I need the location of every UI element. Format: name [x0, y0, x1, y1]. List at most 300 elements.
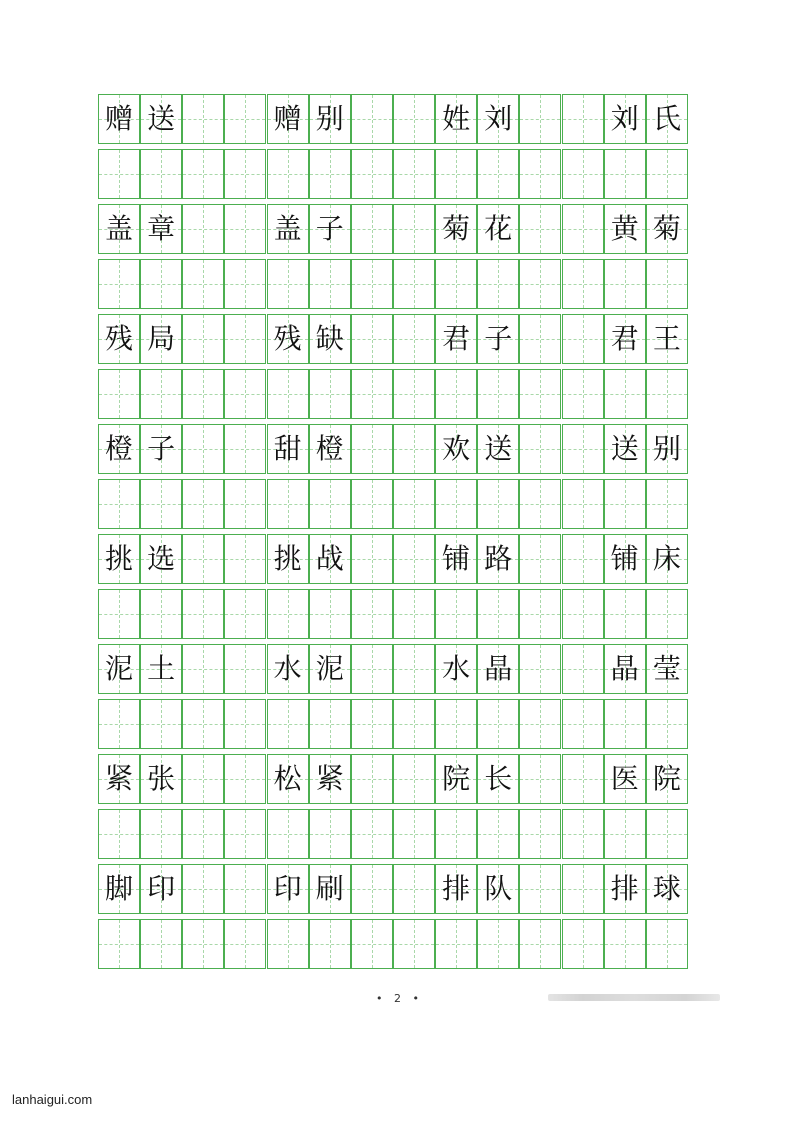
hanzi-character: 土 [147, 652, 176, 685]
hanzi-character [520, 425, 560, 473]
tianzige-cell [519, 809, 561, 859]
tianzige-cell [351, 259, 393, 309]
hanzi-character [563, 920, 603, 968]
hanzi-character [183, 315, 223, 363]
tianzige-cell [435, 644, 477, 694]
tianzige-cell [646, 259, 688, 309]
hanzi-character: 泥 [315, 652, 344, 685]
hanzi-character [563, 590, 603, 638]
tianzige-cell [604, 589, 646, 639]
hanzi-character [436, 480, 476, 528]
hanzi-character [563, 645, 603, 693]
tianzige-cell [604, 809, 646, 859]
tianzige-cell [224, 864, 266, 914]
hanzi-character: 子 [484, 322, 513, 355]
tianzige-cell [267, 589, 309, 639]
hanzi-character [310, 370, 350, 418]
hanzi-character [183, 150, 223, 198]
hanzi-character [478, 260, 518, 308]
hanzi-character: 队 [484, 872, 513, 905]
tianzige-cell [393, 424, 435, 474]
hanzi-character [520, 865, 560, 913]
hanzi-character [605, 700, 645, 748]
tianzige-cell [646, 204, 688, 254]
tianzige-cell [562, 259, 604, 309]
tianzige-cell [519, 204, 561, 254]
hanzi-character [183, 370, 223, 418]
tianzige-cell [646, 314, 688, 364]
hanzi-character: 医 [610, 762, 639, 795]
tianzige-cell [604, 479, 646, 529]
tianzige-cell [182, 534, 224, 584]
hanzi-character [520, 95, 560, 143]
hanzi-character [563, 865, 603, 913]
tianzige-cell [519, 314, 561, 364]
hanzi-character [563, 315, 603, 363]
hanzi-character [647, 150, 687, 198]
hanzi-character [99, 480, 139, 528]
hanzi-character [436, 920, 476, 968]
hanzi-character: 送 [610, 432, 639, 465]
tianzige-cell [604, 754, 646, 804]
tianzige-cell [351, 94, 393, 144]
hanzi-character [183, 700, 223, 748]
hanzi-character [394, 755, 434, 803]
tianzige-cell [140, 149, 182, 199]
hanzi-character: 残 [273, 322, 302, 355]
hanzi-character [225, 260, 265, 308]
tianzige-cell [140, 479, 182, 529]
tianzige-cell [140, 809, 182, 859]
hanzi-character [520, 480, 560, 528]
hanzi-character [478, 810, 518, 858]
hanzi-character [225, 755, 265, 803]
character-row [98, 534, 688, 584]
hanzi-character [394, 810, 434, 858]
tianzige-cell [646, 479, 688, 529]
tianzige-cell [182, 369, 224, 419]
tianzige-cell [351, 809, 393, 859]
hanzi-character [436, 590, 476, 638]
tianzige-cell [98, 699, 140, 749]
hanzi-character [99, 810, 139, 858]
hanzi-character [563, 95, 603, 143]
hanzi-character: 脚 [105, 872, 134, 905]
tianzige-cell [182, 424, 224, 474]
hanzi-character [436, 150, 476, 198]
tianzige-cell [519, 149, 561, 199]
tianzige-cell [182, 699, 224, 749]
hanzi-character: 刷 [315, 872, 344, 905]
hanzi-character: 盖 [273, 212, 302, 245]
tianzige-cell [519, 754, 561, 804]
tianzige-cell [182, 919, 224, 969]
tianzige-cell [477, 864, 519, 914]
hanzi-character [352, 865, 392, 913]
tianzige-cell [562, 149, 604, 199]
hanzi-character: 莹 [652, 652, 681, 685]
tianzige-cell [98, 754, 140, 804]
hanzi-character: 院 [652, 762, 681, 795]
blank-practice-row [98, 589, 688, 639]
hanzi-character [352, 95, 392, 143]
hanzi-character: 君 [442, 322, 471, 355]
tianzige-cell [351, 699, 393, 749]
tianzige-cell [224, 699, 266, 749]
hanzi-character [99, 370, 139, 418]
hanzi-character [352, 315, 392, 363]
hanzi-character: 橙 [315, 432, 344, 465]
tianzige-cell [562, 534, 604, 584]
tianzige-cell [562, 919, 604, 969]
tianzige-cell [477, 534, 519, 584]
hanzi-character: 路 [484, 542, 513, 575]
hanzi-character [183, 205, 223, 253]
tianzige-cell [351, 204, 393, 254]
tianzige-cell [435, 314, 477, 364]
hanzi-character [647, 590, 687, 638]
tianzige-cell [140, 699, 182, 749]
hanzi-character [99, 700, 139, 748]
hanzi-character [352, 755, 392, 803]
tianzige-cell [309, 479, 351, 529]
hanzi-character [310, 920, 350, 968]
tianzige-cell [562, 754, 604, 804]
tianzige-cell [519, 424, 561, 474]
hanzi-character [605, 590, 645, 638]
hanzi-character [605, 150, 645, 198]
hanzi-character [478, 590, 518, 638]
hanzi-character [310, 480, 350, 528]
hanzi-character [563, 150, 603, 198]
hanzi-character [563, 370, 603, 418]
tianzige-cell [267, 94, 309, 144]
tianzige-cell [224, 479, 266, 529]
tianzige-cell [224, 534, 266, 584]
tianzige-cell [562, 699, 604, 749]
tianzige-cell [309, 589, 351, 639]
tianzige-cell [224, 644, 266, 694]
hanzi-character [225, 590, 265, 638]
hanzi-character [352, 590, 392, 638]
tianzige-cell [351, 479, 393, 529]
hanzi-character [478, 920, 518, 968]
hanzi-character [183, 645, 223, 693]
tianzige-cell [519, 259, 561, 309]
tianzige-cell [604, 644, 646, 694]
tianzige-cell [435, 864, 477, 914]
tianzige-cell [224, 314, 266, 364]
hanzi-character [352, 645, 392, 693]
hanzi-character: 子 [147, 432, 176, 465]
hanzi-character: 晶 [484, 652, 513, 685]
hanzi-character: 王 [652, 322, 681, 355]
tianzige-cell [393, 589, 435, 639]
tianzige-cell [435, 94, 477, 144]
hanzi-character [563, 260, 603, 308]
hanzi-character: 排 [610, 872, 639, 905]
hanzi-character [520, 920, 560, 968]
tianzige-cell [351, 919, 393, 969]
tianzige-cell [182, 204, 224, 254]
hanzi-character: 战 [315, 542, 344, 575]
tianzige-cell [309, 314, 351, 364]
hanzi-character: 水 [273, 652, 302, 685]
hanzi-character [436, 810, 476, 858]
tianzige-cell [267, 204, 309, 254]
hanzi-character: 局 [147, 322, 176, 355]
character-row [98, 644, 688, 694]
tianzige-cell [435, 369, 477, 419]
hanzi-character: 球 [652, 872, 681, 905]
tianzige-cell [267, 864, 309, 914]
hanzi-character: 君 [610, 322, 639, 355]
tianzige-cell [98, 864, 140, 914]
blank-practice-row [98, 259, 688, 309]
tianzige-cell [477, 204, 519, 254]
tianzige-cell [182, 644, 224, 694]
tianzige-cell [98, 149, 140, 199]
hanzi-character: 花 [484, 212, 513, 245]
tianzige-cell [393, 919, 435, 969]
hanzi-character: 菊 [442, 212, 471, 245]
hanzi-character [225, 150, 265, 198]
hanzi-character [141, 480, 181, 528]
tianzige-cell [477, 644, 519, 694]
tianzige-cell [351, 149, 393, 199]
hanzi-character [225, 95, 265, 143]
hanzi-character: 晶 [610, 652, 639, 685]
hanzi-character [225, 315, 265, 363]
tianzige-cell [140, 314, 182, 364]
tianzige-cell [182, 259, 224, 309]
tianzige-cell [562, 644, 604, 694]
hanzi-character [563, 480, 603, 528]
hanzi-character [394, 535, 434, 583]
hanzi-character [647, 260, 687, 308]
tianzige-cell [604, 534, 646, 584]
tianzige-cell [140, 259, 182, 309]
blank-practice-row [98, 149, 688, 199]
hanzi-character [520, 370, 560, 418]
hanzi-character [520, 260, 560, 308]
tianzige-cell [224, 149, 266, 199]
tianzige-cell [182, 864, 224, 914]
character-row [98, 94, 688, 144]
hanzi-character [99, 590, 139, 638]
hanzi-character [605, 920, 645, 968]
tianzige-cell [477, 94, 519, 144]
hanzi-character [352, 205, 392, 253]
hanzi-character: 欢 [442, 432, 471, 465]
hanzi-character [352, 535, 392, 583]
hanzi-character: 别 [315, 102, 344, 135]
hanzi-character [268, 480, 308, 528]
hanzi-character: 送 [484, 432, 513, 465]
site-watermark: lanhaigui.com [12, 1092, 93, 1107]
tianzige-cell [435, 809, 477, 859]
tianzige-cell [435, 479, 477, 529]
hanzi-character: 甜 [273, 432, 302, 465]
tianzige-cell [646, 424, 688, 474]
character-row [98, 204, 688, 254]
tianzige-cell [98, 204, 140, 254]
hanzi-character: 送 [147, 102, 176, 135]
tianzige-cell [519, 699, 561, 749]
hanzi-character [352, 810, 392, 858]
tianzige-cell [309, 864, 351, 914]
hanzi-character: 子 [315, 212, 344, 245]
tianzige-cell [519, 919, 561, 969]
tianzige-cell [393, 204, 435, 254]
tianzige-cell [562, 479, 604, 529]
hanzi-character [310, 590, 350, 638]
hanzi-character [225, 370, 265, 418]
tianzige-cell [98, 919, 140, 969]
hanzi-character [520, 590, 560, 638]
hanzi-character [563, 205, 603, 253]
hanzi-character: 排 [442, 872, 471, 905]
tianzige-cell [562, 204, 604, 254]
hanzi-character [394, 865, 434, 913]
tianzige-cell [646, 589, 688, 639]
tianzige-cell [604, 919, 646, 969]
tianzige-cell [562, 864, 604, 914]
hanzi-character [225, 535, 265, 583]
tianzige-cell [351, 754, 393, 804]
hanzi-character [394, 480, 434, 528]
hanzi-character [141, 370, 181, 418]
hanzi-character: 挑 [273, 542, 302, 575]
hanzi-character: 紧 [315, 762, 344, 795]
hanzi-character [394, 425, 434, 473]
hanzi-character [183, 260, 223, 308]
hanzi-character: 残 [105, 322, 134, 355]
tianzige-cell [224, 94, 266, 144]
tianzige-cell [477, 369, 519, 419]
hanzi-character: 紧 [105, 762, 134, 795]
hanzi-character [141, 810, 181, 858]
tianzige-cell [98, 314, 140, 364]
tianzige-cell [435, 534, 477, 584]
tianzige-cell [519, 534, 561, 584]
hanzi-character [225, 810, 265, 858]
character-row [98, 864, 688, 914]
tianzige-cell [646, 149, 688, 199]
tianzige-cell [519, 94, 561, 144]
tianzige-cell [393, 149, 435, 199]
tianzige-cell [309, 259, 351, 309]
blank-practice-row [98, 919, 688, 969]
tianzige-cell [267, 259, 309, 309]
tianzige-cell [477, 919, 519, 969]
blank-practice-row [98, 809, 688, 859]
hanzi-character [183, 480, 223, 528]
tianzige-cell [393, 479, 435, 529]
hanzi-character [647, 810, 687, 858]
tianzige-cell [140, 589, 182, 639]
tianzige-cell [477, 424, 519, 474]
tianzige-cell [435, 259, 477, 309]
hanzi-character [478, 700, 518, 748]
tianzige-cell [393, 369, 435, 419]
tianzige-cell [267, 424, 309, 474]
tianzige-cell [604, 699, 646, 749]
hanzi-character [141, 920, 181, 968]
tianzige-cell [562, 314, 604, 364]
tianzige-cell [435, 754, 477, 804]
tianzige-cell [267, 369, 309, 419]
hanzi-character: 橙 [105, 432, 134, 465]
hanzi-character [268, 260, 308, 308]
tianzige-cell [477, 589, 519, 639]
tianzige-cell [224, 809, 266, 859]
tianzige-cell [646, 644, 688, 694]
hanzi-character [268, 590, 308, 638]
tianzige-cell [224, 754, 266, 804]
hanzi-character [310, 700, 350, 748]
hanzi-character [225, 205, 265, 253]
hanzi-character [520, 205, 560, 253]
hanzi-character: 印 [147, 872, 176, 905]
tianzige-cell [351, 864, 393, 914]
tianzige-cell [309, 699, 351, 749]
tianzige-cell [309, 94, 351, 144]
hanzi-character [394, 95, 434, 143]
character-row [98, 424, 688, 474]
hanzi-character [225, 700, 265, 748]
tianzige-cell [98, 644, 140, 694]
hanzi-character [478, 370, 518, 418]
tianzige-cell [393, 259, 435, 309]
tianzige-cell [140, 864, 182, 914]
hanzi-character [183, 425, 223, 473]
tianzige-cell [477, 149, 519, 199]
hanzi-character [183, 865, 223, 913]
tianzige-cell [519, 479, 561, 529]
hanzi-character [394, 645, 434, 693]
tianzige-cell [351, 534, 393, 584]
tianzige-cell [224, 589, 266, 639]
hanzi-character [99, 150, 139, 198]
hanzi-character [99, 260, 139, 308]
hanzi-character [563, 755, 603, 803]
tianzige-cell [519, 589, 561, 639]
hanzi-character [352, 700, 392, 748]
hanzi-character [605, 370, 645, 418]
hanzi-character: 姓 [442, 102, 471, 135]
hanzi-character [183, 755, 223, 803]
hanzi-character [352, 425, 392, 473]
tianzige-cell [351, 369, 393, 419]
hanzi-character: 床 [652, 542, 681, 575]
tianzige-cell [562, 369, 604, 419]
tianzige-cell [435, 919, 477, 969]
tianzige-cell [267, 149, 309, 199]
tianzige-cell [646, 809, 688, 859]
hanzi-character [647, 920, 687, 968]
tianzige-cell [182, 809, 224, 859]
hanzi-character: 印 [273, 872, 302, 905]
tianzige-cell [604, 369, 646, 419]
hanzi-character [268, 810, 308, 858]
tianzige-cell [267, 699, 309, 749]
tianzige-cell [140, 754, 182, 804]
hanzi-character [141, 590, 181, 638]
hanzi-character [647, 480, 687, 528]
hanzi-character: 盖 [105, 212, 134, 245]
hanzi-character [605, 810, 645, 858]
